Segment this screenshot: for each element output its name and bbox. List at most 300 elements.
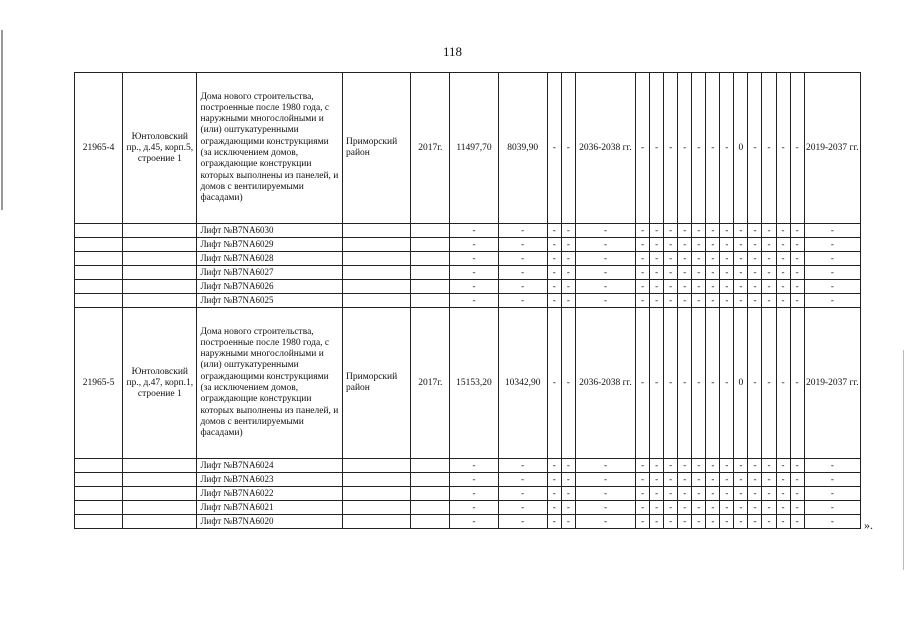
work-cell: - bbox=[678, 308, 692, 459]
dash-cell: - bbox=[575, 501, 635, 515]
dash-cell: - bbox=[720, 501, 734, 515]
empty-cell bbox=[411, 501, 450, 515]
period-a: 2036-2038 гг. bbox=[575, 73, 635, 224]
dash-cell: - bbox=[498, 238, 547, 252]
dash-cell: - bbox=[450, 238, 498, 252]
dash-cell: - bbox=[450, 252, 498, 266]
dash-cell: - bbox=[547, 294, 561, 308]
dash-cell: - bbox=[776, 238, 790, 252]
dash-cell: - bbox=[498, 252, 547, 266]
dash-cell: - bbox=[762, 266, 776, 280]
empty-cell bbox=[75, 266, 123, 280]
work-cell: - bbox=[720, 73, 734, 224]
dash-cell: - bbox=[762, 280, 776, 294]
dash-cell: - bbox=[776, 459, 790, 473]
dash-cell: - bbox=[734, 459, 748, 473]
dash-cell: - bbox=[450, 280, 498, 294]
dash-cell: - bbox=[776, 487, 790, 501]
building-year: 2017г. bbox=[411, 73, 450, 224]
period-b: 2019-2037 гг. bbox=[804, 308, 860, 459]
dash-cell: - bbox=[748, 294, 762, 308]
empty-cell bbox=[411, 224, 450, 238]
empty-cell bbox=[75, 238, 123, 252]
building-district: Приморский район bbox=[343, 73, 411, 224]
dash-cell: - bbox=[692, 501, 706, 515]
empty-cell bbox=[123, 473, 197, 487]
dash-cell: - bbox=[575, 252, 635, 266]
area-living: 10342,90 bbox=[498, 308, 547, 459]
work-cell: - bbox=[790, 73, 804, 224]
dash-cell: - bbox=[804, 501, 860, 515]
work-cell: - bbox=[692, 73, 706, 224]
lift-row bbox=[75, 252, 861, 266]
dash-cell: - bbox=[720, 252, 734, 266]
col-mark: - bbox=[561, 308, 575, 459]
dash-cell: - bbox=[575, 280, 635, 294]
dash-cell: - bbox=[804, 238, 860, 252]
dash-cell: - bbox=[450, 515, 498, 529]
dash-cell: - bbox=[748, 459, 762, 473]
period-a: 2036-2038 гг. bbox=[575, 308, 635, 459]
empty-cell bbox=[411, 515, 450, 529]
dash-cell: - bbox=[790, 266, 804, 280]
dash-cell: - bbox=[804, 487, 860, 501]
dash-cell: - bbox=[748, 473, 762, 487]
dash-cell: - bbox=[664, 238, 678, 252]
dash-cell: - bbox=[748, 252, 762, 266]
dash-cell: - bbox=[734, 266, 748, 280]
dash-cell: - bbox=[776, 515, 790, 529]
building-row bbox=[75, 308, 861, 459]
work-cell: - bbox=[692, 308, 706, 459]
dash-cell: - bbox=[762, 294, 776, 308]
dash-cell: - bbox=[734, 294, 748, 308]
lift-name: Лифт №B7NA6024 bbox=[197, 459, 343, 473]
dash-cell: - bbox=[748, 487, 762, 501]
dash-cell: - bbox=[734, 501, 748, 515]
dash-cell: - bbox=[636, 473, 650, 487]
dash-cell: - bbox=[720, 224, 734, 238]
dash-cell: - bbox=[748, 238, 762, 252]
dash-cell: - bbox=[692, 252, 706, 266]
dash-cell: - bbox=[804, 473, 860, 487]
work-cell: - bbox=[636, 73, 650, 224]
dash-cell: - bbox=[575, 294, 635, 308]
lift-name: Лифт №B7NA6028 bbox=[197, 252, 343, 266]
empty-cell bbox=[411, 294, 450, 308]
dash-cell: - bbox=[776, 252, 790, 266]
empty-cell bbox=[343, 501, 411, 515]
dash-cell: - bbox=[804, 266, 860, 280]
dash-cell: - bbox=[636, 487, 650, 501]
empty-cell bbox=[411, 266, 450, 280]
dash-cell: - bbox=[734, 252, 748, 266]
dash-cell: - bbox=[734, 473, 748, 487]
empty-cell bbox=[123, 238, 197, 252]
dash-cell: - bbox=[547, 515, 561, 529]
dash-cell: - bbox=[706, 266, 720, 280]
dash-cell: - bbox=[561, 252, 575, 266]
dash-cell: - bbox=[650, 252, 664, 266]
dash-cell: - bbox=[561, 501, 575, 515]
dash-cell: - bbox=[575, 224, 635, 238]
work-cell: - bbox=[762, 73, 776, 224]
register-table bbox=[74, 72, 861, 529]
dash-cell: - bbox=[575, 238, 635, 252]
empty-cell bbox=[75, 487, 123, 501]
empty-cell bbox=[343, 459, 411, 473]
work-cell: - bbox=[720, 308, 734, 459]
empty-cell bbox=[343, 487, 411, 501]
work-cell: - bbox=[650, 308, 664, 459]
dash-cell: - bbox=[678, 515, 692, 529]
lift-name: Лифт №B7NA6021 bbox=[197, 501, 343, 515]
empty-cell bbox=[123, 252, 197, 266]
empty-cell bbox=[123, 280, 197, 294]
dash-cell: - bbox=[547, 473, 561, 487]
empty-cell bbox=[343, 266, 411, 280]
lift-row bbox=[75, 515, 861, 529]
dash-cell: - bbox=[561, 294, 575, 308]
dash-cell: - bbox=[561, 487, 575, 501]
work-cell: - bbox=[664, 73, 678, 224]
col-mark: - bbox=[561, 73, 575, 224]
dash-cell: - bbox=[498, 473, 547, 487]
empty-cell bbox=[411, 459, 450, 473]
empty-cell bbox=[343, 224, 411, 238]
dash-cell: - bbox=[678, 238, 692, 252]
work-cell: - bbox=[748, 73, 762, 224]
dash-cell: - bbox=[776, 294, 790, 308]
dash-cell: - bbox=[650, 224, 664, 238]
dash-cell: - bbox=[547, 266, 561, 280]
empty-cell bbox=[75, 280, 123, 294]
dash-cell: - bbox=[678, 473, 692, 487]
work-cell: - bbox=[678, 73, 692, 224]
building-description: Дома нового строительства, построенные после 1980 года, с наружными многослойными и (или) оштукатуренными ограждающими конструкциями (за исключением домов, ограждающие конструкции которых выполнены из панелей, и домов с вентилируемыми фасадами) bbox=[197, 308, 343, 459]
work-cell: - bbox=[664, 308, 678, 459]
dash-cell: - bbox=[790, 238, 804, 252]
dash-cell: - bbox=[790, 487, 804, 501]
dash-cell: - bbox=[450, 266, 498, 280]
dash-cell: - bbox=[748, 501, 762, 515]
closing-quote: ». bbox=[864, 518, 873, 532]
dash-cell: - bbox=[664, 501, 678, 515]
dash-cell: - bbox=[547, 252, 561, 266]
dash-cell: - bbox=[636, 238, 650, 252]
dash-cell: - bbox=[748, 515, 762, 529]
dash-cell: - bbox=[450, 294, 498, 308]
lift-row bbox=[75, 473, 861, 487]
dash-cell: - bbox=[650, 280, 664, 294]
dash-cell: - bbox=[636, 266, 650, 280]
dash-cell: - bbox=[650, 515, 664, 529]
dash-cell: - bbox=[706, 294, 720, 308]
dash-cell: - bbox=[762, 252, 776, 266]
dash-cell: - bbox=[720, 473, 734, 487]
dash-cell: - bbox=[664, 459, 678, 473]
dash-cell: - bbox=[561, 280, 575, 294]
dash-cell: - bbox=[776, 280, 790, 294]
empty-cell bbox=[75, 473, 123, 487]
lift-row bbox=[75, 487, 861, 501]
building-description: Дома нового строительства, построенные после 1980 года, с наружными многослойными и (или) оштукатуренными ограждающими конструкциями (за исключением домов, ограждающие конструкции которых выполнены из панелей, и домов с вентилируемыми фасадами) bbox=[197, 73, 343, 224]
dash-cell: - bbox=[748, 224, 762, 238]
empty-cell bbox=[343, 515, 411, 529]
dash-cell: - bbox=[498, 501, 547, 515]
lift-name: Лифт №B7NA6030 bbox=[197, 224, 343, 238]
building-address: Юнтоловский пр., д.47, корп.1, строение 1 bbox=[123, 308, 197, 459]
dash-cell: - bbox=[664, 294, 678, 308]
lift-name: Лифт №B7NA6025 bbox=[197, 294, 343, 308]
dash-cell: - bbox=[762, 459, 776, 473]
dash-cell: - bbox=[498, 294, 547, 308]
col-mark: - bbox=[547, 73, 561, 224]
empty-cell bbox=[411, 487, 450, 501]
dash-cell: - bbox=[636, 294, 650, 308]
dash-cell: - bbox=[547, 501, 561, 515]
dash-cell: - bbox=[636, 515, 650, 529]
work-cell: - bbox=[762, 308, 776, 459]
dash-cell: - bbox=[575, 473, 635, 487]
dash-cell: - bbox=[450, 224, 498, 238]
empty-cell bbox=[123, 501, 197, 515]
area-living: 8039,90 bbox=[498, 73, 547, 224]
dash-cell: - bbox=[678, 252, 692, 266]
lift-name: Лифт №B7NA6022 bbox=[197, 487, 343, 501]
lift-row bbox=[75, 459, 861, 473]
dash-cell: - bbox=[790, 459, 804, 473]
dash-cell: - bbox=[790, 294, 804, 308]
dash-cell: - bbox=[748, 280, 762, 294]
building-id: 21965-4 bbox=[75, 73, 123, 224]
empty-cell bbox=[411, 252, 450, 266]
dash-cell: - bbox=[720, 487, 734, 501]
lift-name: Лифт №B7NA6029 bbox=[197, 238, 343, 252]
dash-cell: - bbox=[678, 501, 692, 515]
dash-cell: - bbox=[762, 487, 776, 501]
building-district: Приморский район bbox=[343, 308, 411, 459]
dash-cell: - bbox=[804, 252, 860, 266]
dash-cell: - bbox=[650, 487, 664, 501]
dash-cell: - bbox=[720, 459, 734, 473]
empty-cell bbox=[123, 459, 197, 473]
dash-cell: - bbox=[706, 280, 720, 294]
dash-cell: - bbox=[748, 266, 762, 280]
dash-cell: - bbox=[734, 224, 748, 238]
dash-cell: - bbox=[706, 224, 720, 238]
dash-cell: - bbox=[664, 515, 678, 529]
dash-cell: - bbox=[706, 252, 720, 266]
dash-cell: - bbox=[650, 501, 664, 515]
empty-cell bbox=[343, 280, 411, 294]
dash-cell: - bbox=[692, 473, 706, 487]
dash-cell: - bbox=[650, 294, 664, 308]
scan-edge-mark bbox=[903, 350, 904, 570]
dash-cell: - bbox=[720, 238, 734, 252]
dash-cell: - bbox=[547, 487, 561, 501]
dash-cell: - bbox=[498, 280, 547, 294]
lift-row bbox=[75, 224, 861, 238]
dash-cell: - bbox=[790, 280, 804, 294]
dash-cell: - bbox=[498, 266, 547, 280]
dash-cell: - bbox=[678, 294, 692, 308]
dash-cell: - bbox=[804, 459, 860, 473]
area-total: 15153,20 bbox=[450, 308, 498, 459]
dash-cell: - bbox=[498, 515, 547, 529]
dash-cell: - bbox=[720, 266, 734, 280]
dash-cell: - bbox=[575, 459, 635, 473]
dash-cell: - bbox=[720, 294, 734, 308]
empty-cell bbox=[123, 487, 197, 501]
dash-cell: - bbox=[678, 266, 692, 280]
dash-cell: - bbox=[734, 280, 748, 294]
building-row bbox=[75, 73, 861, 224]
dash-cell: - bbox=[692, 459, 706, 473]
work-cell: - bbox=[748, 308, 762, 459]
dash-cell: - bbox=[762, 473, 776, 487]
dash-cell: - bbox=[561, 515, 575, 529]
dash-cell: - bbox=[720, 280, 734, 294]
dash-cell: - bbox=[575, 487, 635, 501]
dash-cell: - bbox=[804, 280, 860, 294]
dash-cell: - bbox=[762, 515, 776, 529]
dash-cell: - bbox=[776, 501, 790, 515]
dash-cell: - bbox=[636, 501, 650, 515]
lift-name: Лифт №B7NA6023 bbox=[197, 473, 343, 487]
lift-row bbox=[75, 266, 861, 280]
dash-cell: - bbox=[734, 515, 748, 529]
dash-cell: - bbox=[790, 515, 804, 529]
dash-cell: - bbox=[650, 473, 664, 487]
empty-cell bbox=[123, 224, 197, 238]
dash-cell: - bbox=[692, 487, 706, 501]
empty-cell bbox=[343, 252, 411, 266]
dash-cell: - bbox=[762, 224, 776, 238]
empty-cell bbox=[123, 515, 197, 529]
dash-cell: - bbox=[561, 459, 575, 473]
dash-cell: - bbox=[734, 238, 748, 252]
dash-cell: - bbox=[692, 515, 706, 529]
empty-cell bbox=[123, 294, 197, 308]
empty-cell bbox=[123, 266, 197, 280]
dash-cell: - bbox=[790, 224, 804, 238]
dash-cell: - bbox=[547, 280, 561, 294]
empty-cell bbox=[411, 280, 450, 294]
dash-cell: - bbox=[692, 280, 706, 294]
dash-cell: - bbox=[776, 473, 790, 487]
dash-cell: - bbox=[706, 459, 720, 473]
dash-cell: - bbox=[678, 487, 692, 501]
dash-cell: - bbox=[650, 238, 664, 252]
empty-cell bbox=[75, 501, 123, 515]
empty-cell bbox=[75, 515, 123, 529]
empty-cell bbox=[75, 224, 123, 238]
dash-cell: - bbox=[498, 459, 547, 473]
empty-cell bbox=[343, 473, 411, 487]
dash-cell: - bbox=[706, 238, 720, 252]
dash-cell: - bbox=[664, 266, 678, 280]
work-cell: - bbox=[776, 308, 790, 459]
empty-cell bbox=[411, 473, 450, 487]
col-mark: - bbox=[547, 308, 561, 459]
dash-cell: - bbox=[776, 224, 790, 238]
work-cell: - bbox=[776, 73, 790, 224]
dash-cell: - bbox=[547, 224, 561, 238]
building-year: 2017г. bbox=[411, 308, 450, 459]
lift-row bbox=[75, 294, 861, 308]
dash-cell: - bbox=[790, 501, 804, 515]
dash-cell: - bbox=[561, 266, 575, 280]
dash-cell: - bbox=[664, 487, 678, 501]
dash-cell: - bbox=[776, 266, 790, 280]
lift-name: Лифт №B7NA6027 bbox=[197, 266, 343, 280]
dash-cell: - bbox=[575, 515, 635, 529]
building-id: 21965-5 bbox=[75, 308, 123, 459]
dash-cell: - bbox=[498, 487, 547, 501]
empty-cell bbox=[75, 459, 123, 473]
dash-cell: - bbox=[706, 487, 720, 501]
dash-cell: - bbox=[678, 280, 692, 294]
dash-cell: - bbox=[450, 473, 498, 487]
dash-cell: - bbox=[650, 459, 664, 473]
empty-cell bbox=[411, 238, 450, 252]
empty-cell bbox=[75, 294, 123, 308]
dash-cell: - bbox=[790, 473, 804, 487]
empty-cell bbox=[75, 252, 123, 266]
dash-cell: - bbox=[804, 294, 860, 308]
dash-cell: - bbox=[575, 266, 635, 280]
dash-cell: - bbox=[706, 515, 720, 529]
period-b: 2019-2037 гг. bbox=[804, 73, 860, 224]
dash-cell: - bbox=[762, 238, 776, 252]
dash-cell: - bbox=[804, 515, 860, 529]
dash-cell: - bbox=[790, 252, 804, 266]
work-cell: - bbox=[706, 308, 720, 459]
dash-cell: - bbox=[692, 294, 706, 308]
area-total: 11497,70 bbox=[450, 73, 498, 224]
dash-cell: - bbox=[547, 238, 561, 252]
dash-cell: - bbox=[650, 266, 664, 280]
building-address: Юнтоловский пр., д.45, корп.5, строение 1 bbox=[123, 73, 197, 224]
dash-cell: - bbox=[762, 501, 776, 515]
lift-row bbox=[75, 280, 861, 294]
work-cell: 0 bbox=[734, 308, 748, 459]
dash-cell: - bbox=[664, 224, 678, 238]
work-cell: - bbox=[650, 73, 664, 224]
dash-cell: - bbox=[678, 224, 692, 238]
lift-row bbox=[75, 238, 861, 252]
dash-cell: - bbox=[720, 515, 734, 529]
dash-cell: - bbox=[561, 473, 575, 487]
empty-cell bbox=[343, 294, 411, 308]
dash-cell: - bbox=[450, 501, 498, 515]
lift-row bbox=[75, 501, 861, 515]
page-number: 118 bbox=[442, 44, 463, 59]
dash-cell: - bbox=[636, 280, 650, 294]
dash-cell: - bbox=[450, 487, 498, 501]
dash-cell: - bbox=[636, 224, 650, 238]
dash-cell: - bbox=[692, 224, 706, 238]
empty-cell bbox=[343, 238, 411, 252]
work-cell: - bbox=[790, 308, 804, 459]
dash-cell: - bbox=[561, 238, 575, 252]
dash-cell: - bbox=[664, 280, 678, 294]
lift-name: Лифт №B7NA6026 bbox=[197, 280, 343, 294]
dash-cell: - bbox=[498, 224, 547, 238]
dash-cell: - bbox=[706, 501, 720, 515]
dash-cell: - bbox=[804, 224, 860, 238]
